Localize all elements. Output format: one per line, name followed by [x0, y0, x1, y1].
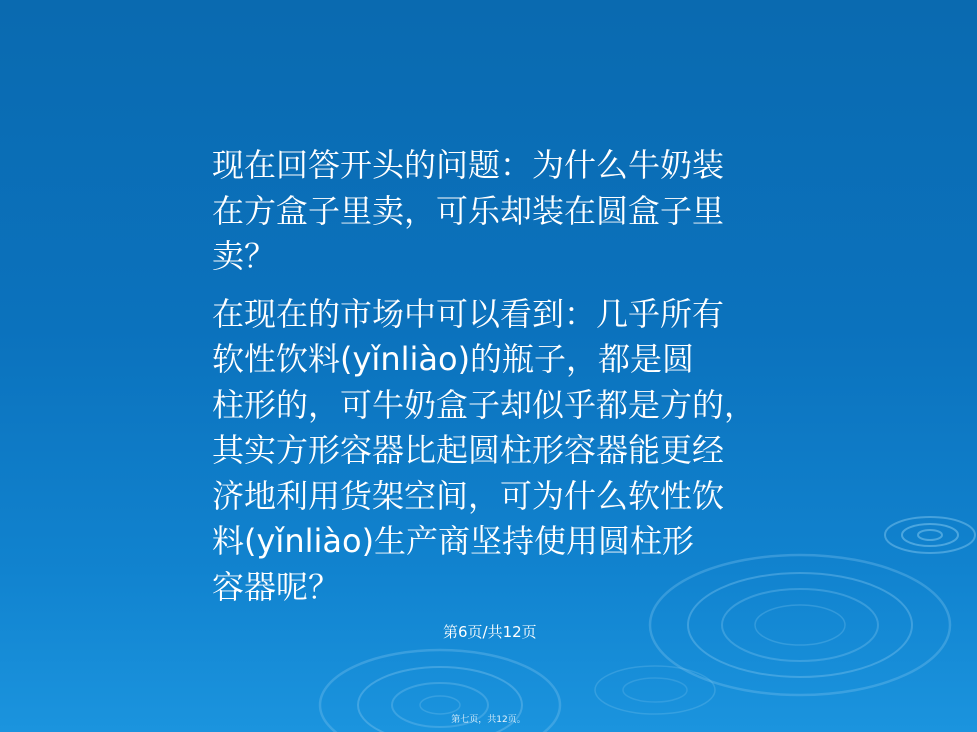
- text-line: 在方盒子里卖，可乐却装在圆盒子里: [212, 191, 725, 230]
- text-line: 其实方形容器比起圆柱形容器能更经: [212, 431, 725, 469]
- text-line: 料(yǐnliào)生产商坚持使用圆柱形: [212, 522, 695, 560]
- page-footer: 第七页，共12页。: [451, 715, 526, 725]
- text-line: 柱形的，可牛奶盒子却似乎都是方的，: [212, 385, 757, 424]
- explanation-paragraph: [212, 292, 832, 611]
- text-line: 软性饮料(yǐnliào)的瓶子，都是圆: [212, 340, 695, 378]
- text-line: 现在回答开头的问题：为什么牛奶装: [212, 146, 725, 184]
- question-paragraph: [212, 143, 832, 280]
- text-line: 济地利用货架空间，可为什么软性饮: [212, 476, 725, 515]
- page-indicator: 第6页/共12页: [443, 623, 537, 641]
- text-line: 容器呢？: [212, 567, 341, 606]
- slide-content: [212, 143, 832, 610]
- text-line: 在现在的市场中可以看到：几乎所有: [212, 294, 725, 333]
- text-line: 卖？: [212, 237, 277, 275]
